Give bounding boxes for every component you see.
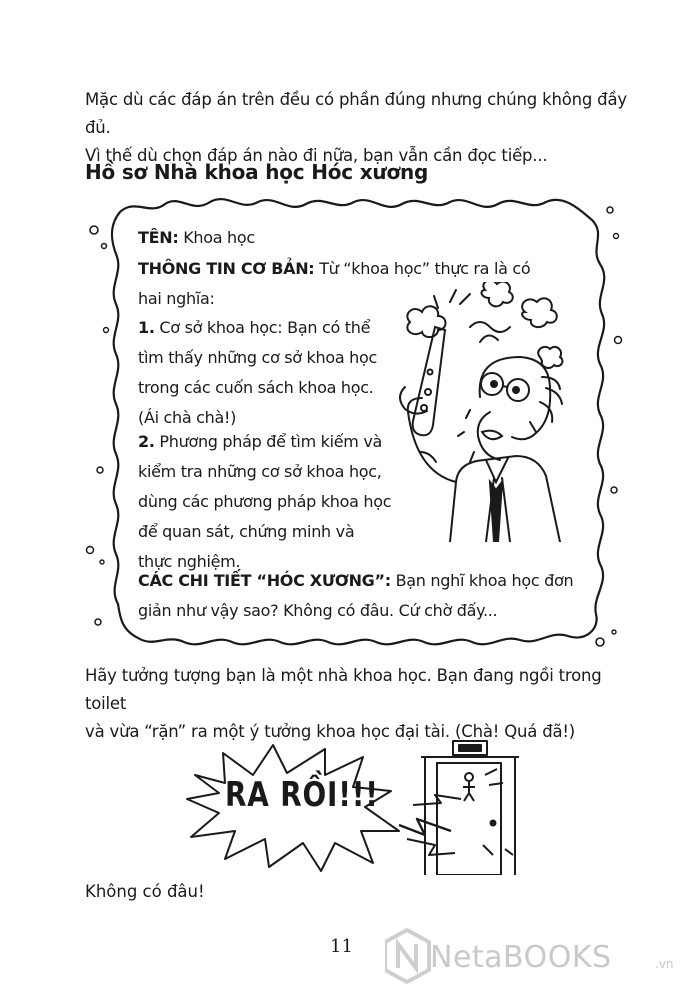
- name-value: Khoa học: [183, 228, 255, 247]
- story-paragraph: [85, 662, 645, 746]
- profile-quirk-line: [138, 566, 578, 626]
- ending-line: Không có đâu!: [85, 882, 205, 901]
- intro-paragraph: [85, 86, 645, 170]
- story-line-1: Hãy tưởng tượng bạn là một nhà khoa học. Bạn đang ngồi trong toilet: [85, 666, 602, 713]
- basic-label: THÔNG TIN CƠ BẢN:: [138, 259, 315, 278]
- section-heading: Hồ sơ Nhà khoa học Hóc xương: [85, 160, 429, 184]
- meaning-1-number: 1.: [138, 318, 155, 337]
- quirk-label: CÁC CHI TIẾT “HÓC XƯƠNG”:: [138, 571, 391, 590]
- meaning-2-text: Phương pháp để tìm kiếm và kiểm tra những cơ sở khoa học, dùng các phương pháp khoa học để quan sát, chứng minh và thực nghiệm.: [138, 432, 392, 571]
- story-line-2: và vừa “rặn” ra một ý tưởng khoa học đại tài. (Chà! Quá đã!): [85, 722, 576, 741]
- meaning-2: [138, 427, 393, 577]
- intro-line-2: Vì thế dù chọn đáp án nào đi nữa, bạn vẫn cần đọc tiếp...: [85, 146, 548, 165]
- meaning-1: [138, 313, 393, 433]
- name-label: TÊN:: [138, 228, 179, 247]
- page-number: 11: [330, 936, 353, 957]
- watermark-brand: NetaBOOKS: [430, 940, 612, 975]
- quirk-value: Bạn nghĩ khoa học đơn giản như vậy sao? Không có đâu. Cứ chờ đấy...: [138, 571, 574, 620]
- meaning-2-number: 2.: [138, 432, 155, 451]
- shout-text: RA RỒI!!!: [225, 775, 379, 815]
- profile-name-line: [138, 223, 255, 253]
- watermark-suffix: .vn: [655, 957, 674, 971]
- scientist-illustration: [390, 282, 580, 542]
- meaning-1-text: Cơ sở khoa học: Bạn có thể tìm thấy những cơ sở khoa học trong các cuốn sách khoa học. (Ái chà chà!): [138, 318, 377, 427]
- intro-line-1: Mặc dù các đáp án trên đều có phần đúng nhưng chúng không đầy đủ.: [85, 90, 627, 137]
- basic-value: Từ “khoa học” thực ra là có hai nghĩa:: [138, 259, 531, 308]
